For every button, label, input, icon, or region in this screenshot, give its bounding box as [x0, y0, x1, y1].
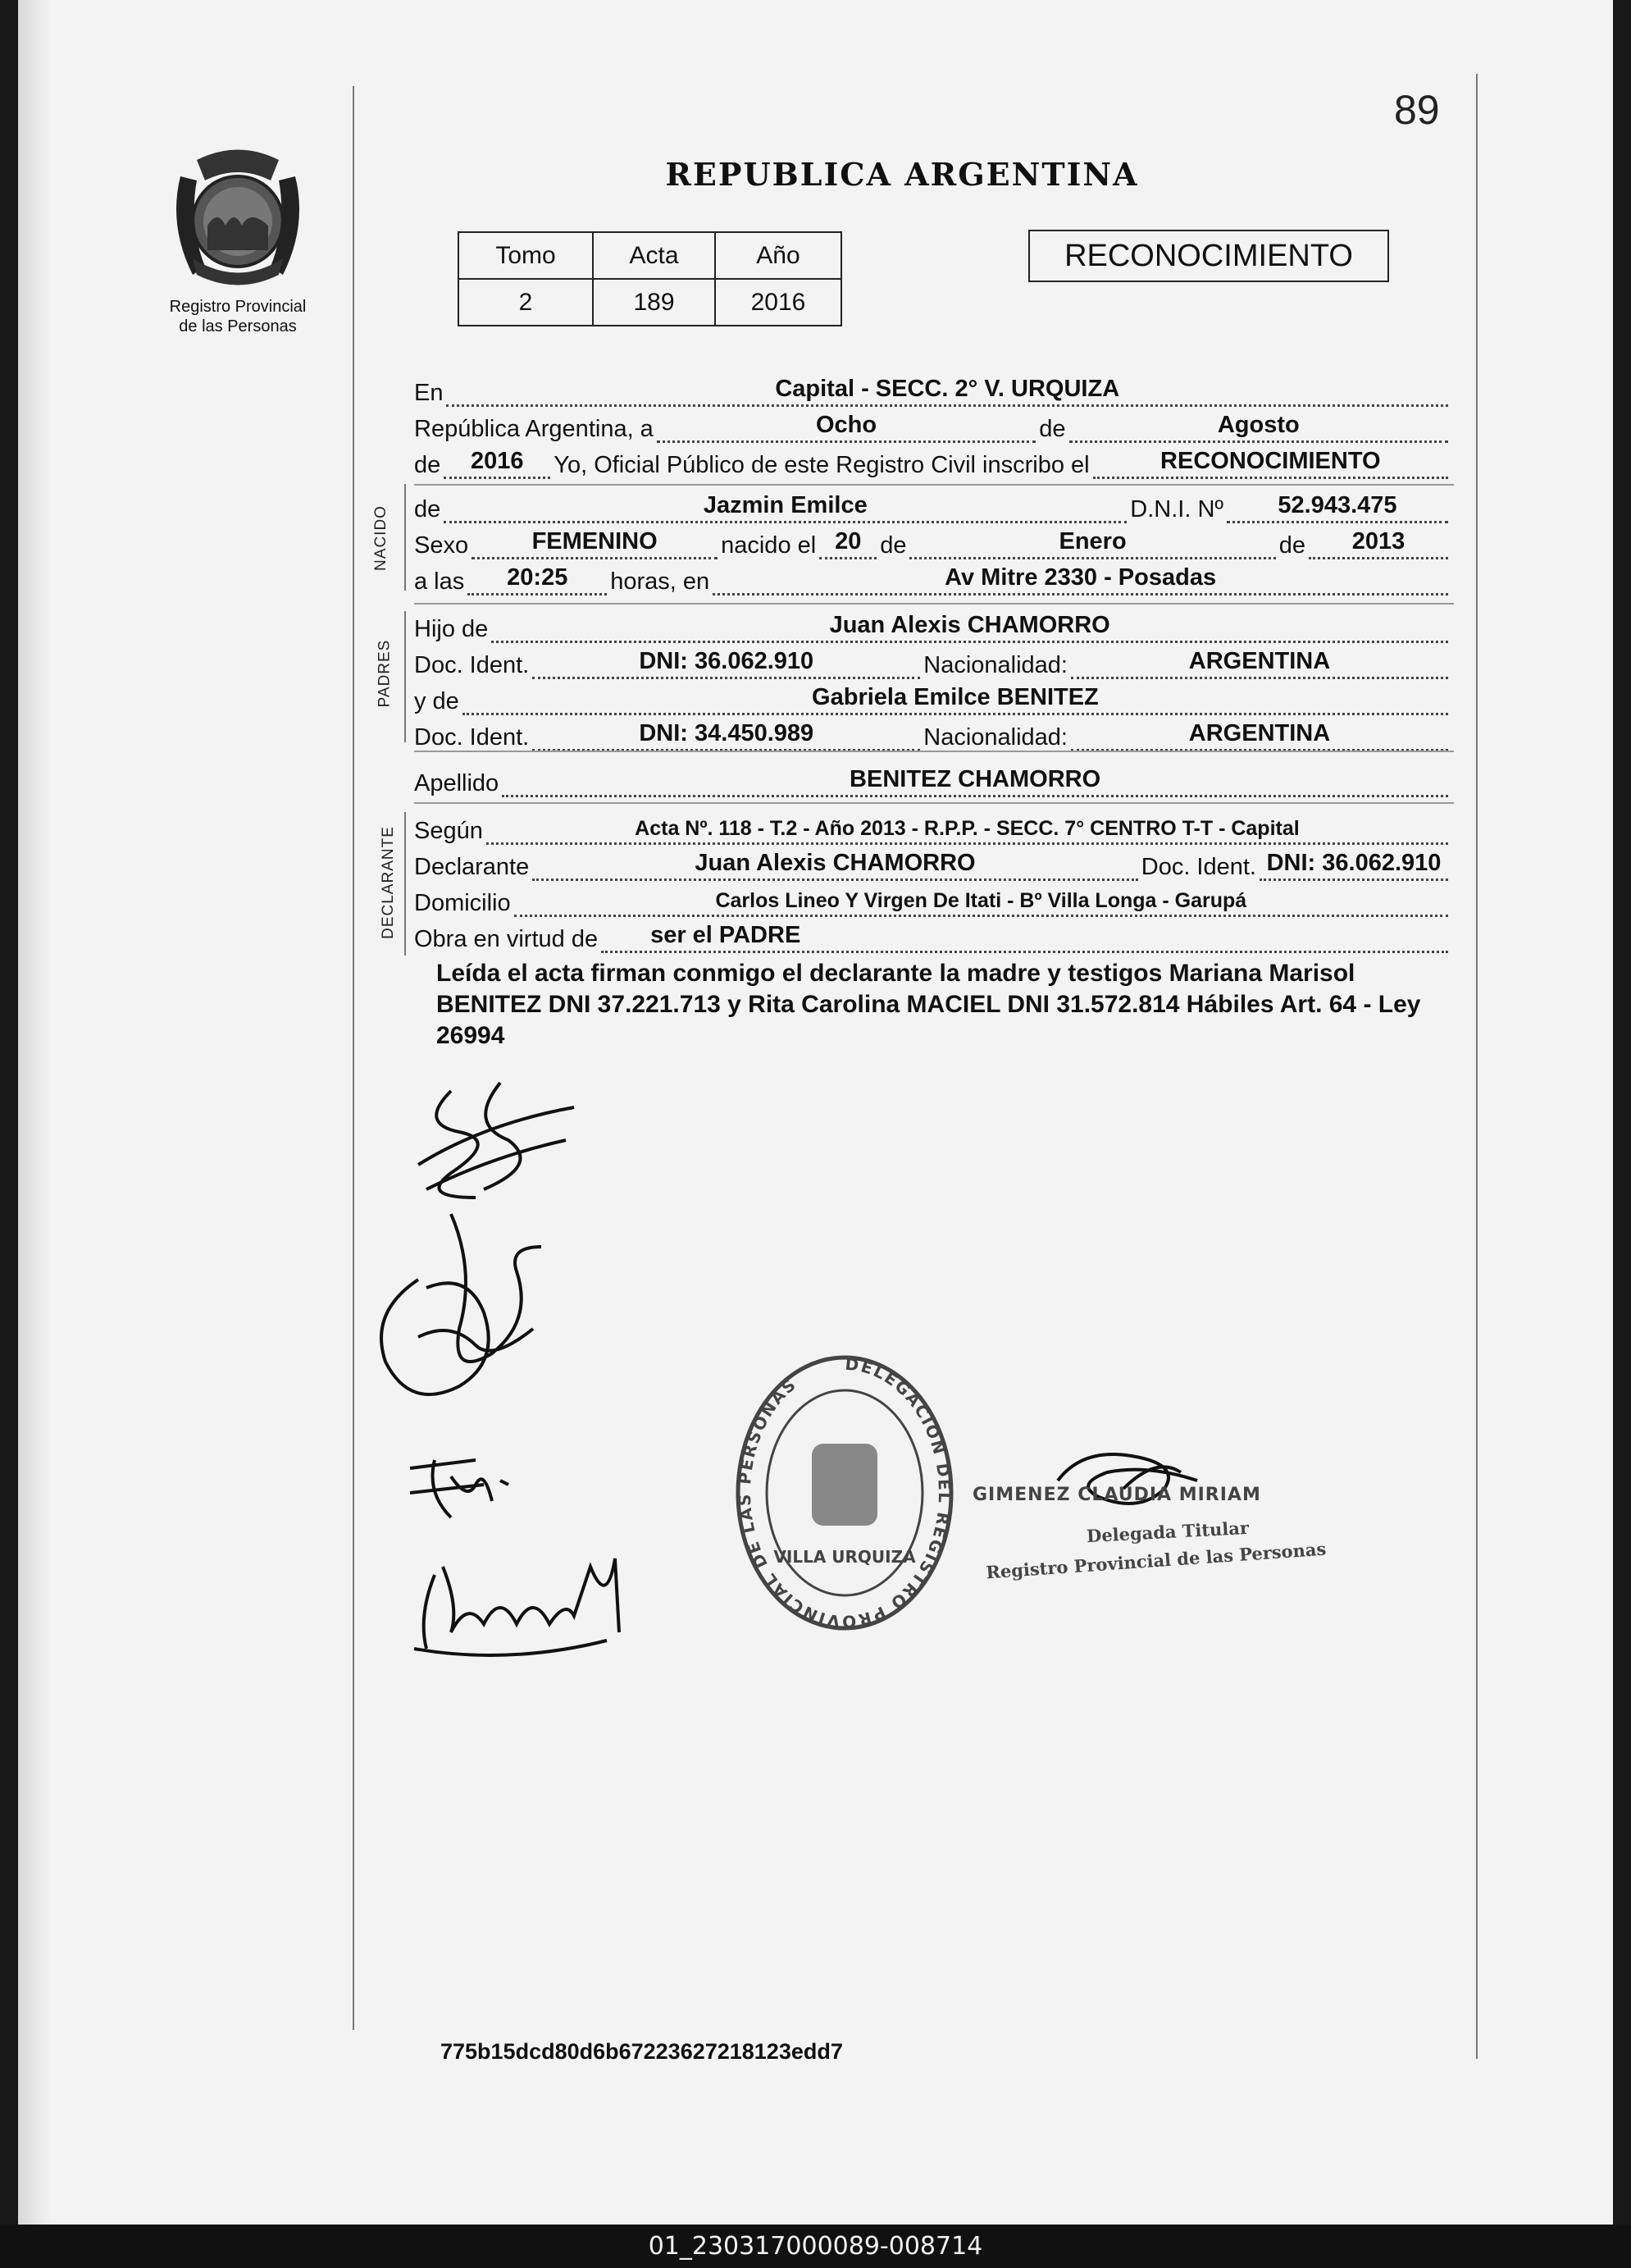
label-segun: Según — [414, 818, 483, 844]
signature-3 — [402, 1452, 517, 1526]
row-segun — [414, 809, 1451, 845]
row-obra — [414, 917, 1451, 953]
field-apellido — [502, 766, 1448, 797]
field-dni — [1227, 492, 1448, 523]
value-nac-mes: Enero — [1059, 528, 1127, 554]
label-obra: Obra en virtud de — [414, 926, 599, 952]
field-nac-anio — [1309, 528, 1448, 559]
official-seal-stamp — [730, 1345, 959, 1641]
field-lugar — [713, 564, 1448, 596]
label-republica: República Argentina, a — [414, 416, 654, 442]
row-declarante — [414, 845, 1451, 881]
closing-statement: Leída el acta firman conmigo el declarante la madre y testigos Mariana Marisol BENITEZ DNI 37.221.713 y Rita Carolina MACIEL DNI 31.572.814 Hábiles Art. 64 - Ley 26994 — [436, 960, 1421, 1049]
signature-1 — [402, 1075, 590, 1214]
label-dni: D.N.I. Nº — [1130, 496, 1223, 523]
value-en: Capital - SECC. 2° V. URQUIZA — [775, 376, 1120, 402]
value-mes: Agosto — [1217, 412, 1300, 438]
value-dia: Ocho — [815, 412, 877, 438]
label-de-mes: de — [1039, 416, 1066, 442]
left-margin-line — [353, 86, 354, 2030]
field-anio — [444, 448, 550, 479]
label-de-anio: de — [414, 452, 441, 478]
field-nac2 — [1071, 720, 1448, 751]
label-hijo-de: Hijo de — [414, 616, 489, 642]
value-nac1: ARGENTINA — [1188, 648, 1331, 674]
label-apellido: Apellido — [414, 770, 499, 796]
row-y-de — [414, 679, 1451, 715]
value-lugar: Av Mitre 2330 - Posadas — [945, 564, 1217, 591]
value-hora: 20:25 — [507, 564, 568, 591]
paper-shadow-edge — [18, 0, 51, 2225]
row-divider — [414, 802, 1454, 804]
side-label-declarante: DECLARANTE — [379, 826, 397, 939]
misiones-logo — [152, 144, 324, 336]
label-nombre: de — [414, 496, 441, 523]
provincial-coat-of-arms-icon — [168, 144, 308, 287]
document-hash: 775b15dcd80d6b67223627218123edd7 — [440, 2039, 843, 2064]
label-sexo: Sexo — [414, 532, 469, 559]
value-doc3: DNI: 36.062.910 — [1266, 850, 1442, 876]
side-label-padres: PADRES — [376, 639, 394, 708]
field-nac1 — [1071, 648, 1448, 679]
page-number: 89 — [1394, 87, 1440, 133]
field-doc1 — [532, 648, 920, 679]
field-obra — [601, 922, 1448, 953]
value-nombre: Jazmin Emilce — [703, 492, 868, 518]
value-dni: 52.943.475 — [1278, 492, 1397, 518]
value-nac2: ARGENTINA — [1188, 720, 1331, 746]
label-nac1: Nacionalidad: — [923, 652, 1068, 678]
scan-footer-id: 01_230317000089-008714 — [0, 2225, 1631, 2268]
label-declarante: Declarante — [414, 854, 530, 880]
official-name: GIMENEZ CLAUDIA MIRIAM — [973, 1485, 1261, 1505]
row-doc-padre — [414, 643, 1451, 679]
field-dia — [657, 412, 1036, 443]
label-alas: a las — [414, 568, 465, 595]
field-nac-dia — [819, 528, 877, 559]
label-nacido-el: nacido el — [721, 532, 817, 559]
label-y-de: y de — [414, 688, 459, 714]
field-doc3 — [1260, 850, 1448, 881]
row-en — [414, 371, 1451, 407]
label-doc2: Doc. Ident. — [414, 724, 530, 751]
header-anio: Año — [715, 232, 841, 279]
row-divider — [414, 751, 1454, 752]
label-nac2: Nacionalidad: — [923, 724, 1068, 751]
logo-caption-line1: Registro Provincial — [169, 298, 307, 316]
value-doc1: DNI: 36.062.910 — [639, 648, 814, 674]
field-inscribo — [1093, 448, 1448, 479]
field-segun — [486, 817, 1448, 845]
value-nac-anio: 2013 — [1351, 528, 1405, 554]
row-hora-lugar — [414, 559, 1451, 596]
field-padre — [491, 612, 1448, 643]
value-anio: 2016 — [715, 279, 841, 326]
label-en: En — [414, 380, 444, 406]
section-line-padres — [404, 611, 406, 742]
signature-2 — [369, 1198, 566, 1427]
row-apellido — [414, 761, 1451, 797]
field-doc2 — [532, 720, 920, 751]
official-office: Registro Provincial de las Personas — [985, 1538, 1327, 1583]
row-sexo — [414, 523, 1451, 559]
field-madre — [462, 684, 1448, 715]
signature-4 — [410, 1542, 648, 1665]
value-madre: Gabriela Emilce BENITEZ — [812, 684, 1099, 710]
row-hijo-de — [414, 607, 1451, 643]
side-label-nacido: NACIDO — [371, 505, 390, 571]
value-declarante: Juan Alexis CHAMORRO — [695, 850, 976, 876]
header-tomo: Tomo — [458, 232, 593, 279]
row-domicilio — [414, 881, 1451, 917]
official-signature — [1041, 1440, 1214, 1522]
label-nac-de2: de — [1278, 532, 1305, 559]
field-en — [446, 376, 1448, 407]
field-mes — [1069, 412, 1448, 443]
value-acta: 189 — [593, 279, 715, 326]
row-doc-madre — [414, 715, 1451, 751]
row-divider — [414, 603, 1454, 605]
right-margin-line — [1476, 74, 1478, 2059]
value-sexo: FEMENINO — [531, 528, 658, 554]
seal-ring-text: DELEGACION DEL REGISTRO PROVINCIAL DE LAS PERSONAS — [734, 1353, 955, 1632]
value-inscribo: RECONOCIMIENTO — [1160, 448, 1381, 474]
tomo-acta-anio-table — [458, 231, 842, 326]
field-declarante — [532, 850, 1138, 881]
row-divider — [414, 484, 1454, 486]
value-tomo: 2 — [458, 279, 593, 326]
section-line-declarante — [404, 812, 406, 956]
row-anio-inscripcion — [414, 443, 1451, 479]
field-nombre — [444, 492, 1127, 523]
field-sexo — [472, 528, 718, 559]
label-domicilio: Domicilio — [414, 890, 511, 916]
logo-caption-line2: de las Personas — [179, 317, 297, 335]
value-padre: Juan Alexis CHAMORRO — [829, 612, 1110, 638]
label-horas-en: horas, en — [610, 568, 710, 595]
value-obra: ser el PADRE — [650, 922, 801, 948]
seal-inner-text: VILLA URQUIZA — [773, 1547, 916, 1567]
value-nac-dia: 20 — [835, 528, 862, 554]
label-doc1: Doc. Ident. — [414, 652, 530, 678]
label-nac-de: de — [880, 532, 907, 559]
value-segun: Acta Nº. 118 - T.2 - Año 2013 - R.P.P. - SECC. 7° CENTRO T-T - Capital — [635, 817, 1300, 840]
label-doc3: Doc. Ident. — [1141, 854, 1256, 880]
field-nac-mes — [909, 528, 1275, 559]
table-value-row — [458, 279, 841, 326]
row-fecha — [414, 407, 1451, 443]
section-line-nacido — [404, 484, 406, 591]
value-apellido: BENITEZ CHAMORRO — [850, 766, 1101, 792]
value-doc2: DNI: 34.450.989 — [639, 720, 814, 746]
header-acta: Acta — [593, 232, 715, 279]
official-title: Delegada Titular — [1086, 1517, 1250, 1547]
table-header-row — [458, 232, 841, 279]
value-anio: 2016 — [471, 448, 524, 474]
value-domicilio: Carlos Lineo Y Virgen De Itati - Bº Villa Longa - Garupá — [715, 889, 1247, 912]
field-domicilio — [514, 889, 1448, 917]
label-oficial: Yo, Oficial Público de este Registro Civil inscribo el — [554, 452, 1090, 478]
record-type-box: RECONOCIMIENTO — [1028, 230, 1389, 282]
row-nombre — [414, 487, 1451, 523]
document-title: REPUBLICA ARGENTINA — [665, 156, 1139, 193]
field-hora — [467, 564, 607, 596]
